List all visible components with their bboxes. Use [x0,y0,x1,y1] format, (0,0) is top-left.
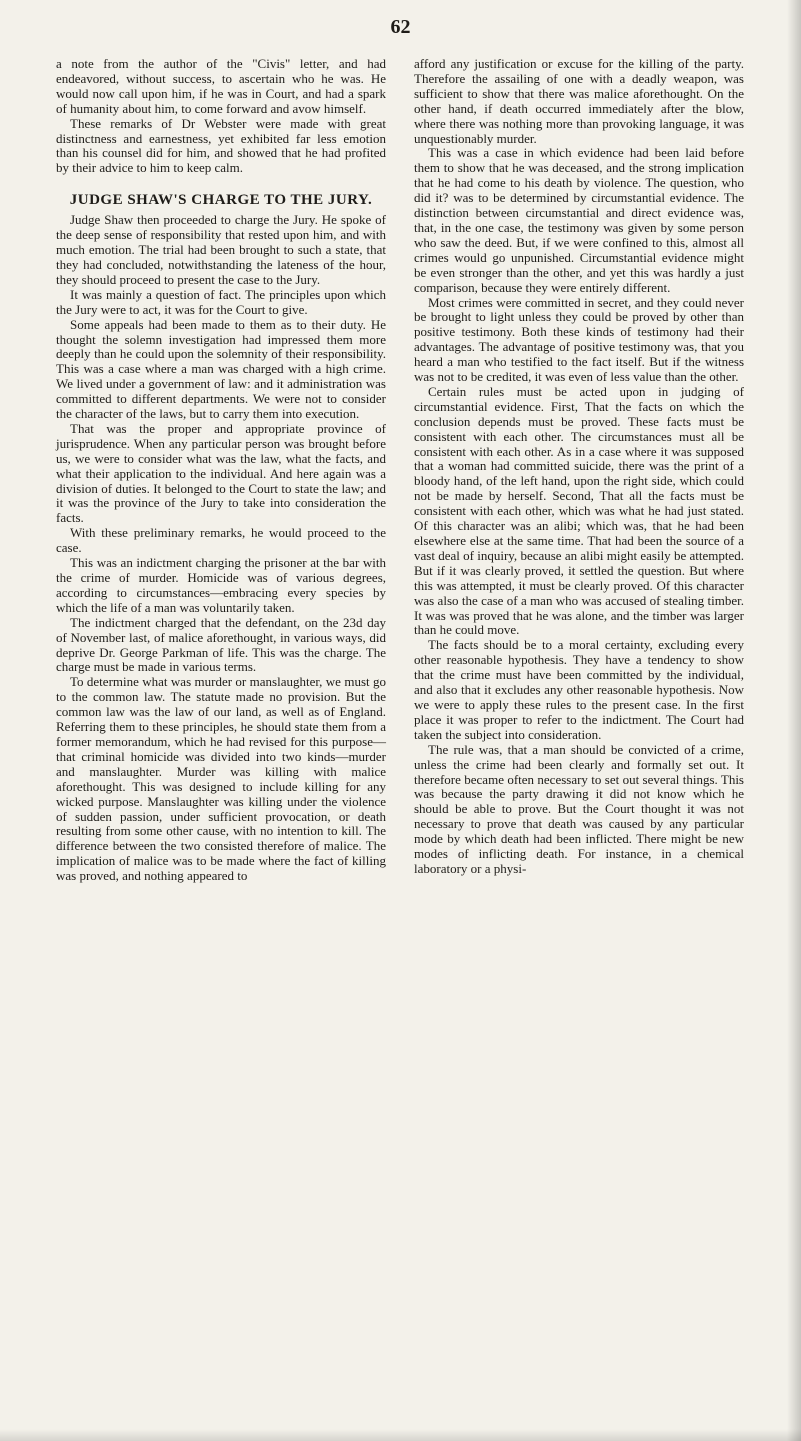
paragraph: To determine what was murder or manslaughter, we must go to the common law. The statute made no provision. But the common law was the law of our land, as well as of England. Referring them to these principles, he should state them from a former memorandum, which he had revised for this purpose—that criminal homicide was divided into two kinds—murder and manslaughter. Murder was killing with malice aforethought. This was designed to include killing for any wicked purpose. Manslaughter was killing under the violence of sudden passion, under sufficient provocation, or death resulting from some other cause, with no intention to kill. The difference between the two consisted therefore of malice. The implication of malice was to be made where the fact of killing was proved, and nothing appeared to [56,674,386,884]
paragraph: The facts should be to a moral certainty, excluding every other reasonable hypothesis. They have a tendency to show that the crime must have been committed by the individual, and also that it excludes any other reasonable hypothesis. Now we were to apply these rules to the present case. In the first place it was proper to refer to the indictment. The Court had taken the subject into consideration. [414,637,744,742]
paragraph: a note from the author of the "Civis" letter, and had endeavored, without success, to ascertain who he was. He would now call upon him, if he was in Court, and had a spark of humanity about him, to come forward and avow himself. [56,56,386,116]
paragraph: This was an indictment charging the prisoner at the bar with the crime of murder. Homicide was of various degrees, according to circumstances—embracing every species by which the life of a man was voluntarily taken. [56,555,386,615]
paragraph: With these preliminary remarks, he would proceed to the case. [56,525,386,556]
paragraph: This was a case in which evidence had been laid before them to show that he was deceased, and the strong implication that he had come to his death by violence. The question, who did it? was to be determined by circumstantial evidence. The distinction between circumstantial and direct evidence was, that, in the one case, the testimony was given by some person who saw the deed. But, if we were confined to this, almost all crimes would go unpunished. Circumstantial evidence might be even stronger than the other, and yet this was hardly a just comparison, because they were entirely different. [414,145,744,295]
paragraph: The rule was, that a man should be convicted of a crime, unless the crime had been clearly and formally set out. It therefore became often necessary to set out several things. This was because the party drawing it did not know which he should be able to prove. But the Court thought it was not necessary to prove that death was caused by any particular mode by which death had been inflicted. There might be new modes of inflicting death. For instance, in a chemical laboratory or a physi- [414,741,744,876]
paragraph: Most crimes were committed in secret, and they could never be brought to light unless they could be proved by other than positive testimony. Both these kinds of testimony had their advantages. The advantage of positive testimony was, that you heard a man who testified to the fact itself. But if the witness was not to be credited, it was even of less value than the other. [414,294,744,385]
page-bottom-shadow [0,1429,801,1441]
paragraph: The indictment charged that the defendant, on the 23d day of November last, of malice aforethought, in various ways, did deprive Dr. George Parkman of life. This was the charge. The charge must be made in various terms. [56,614,386,675]
left-column [56,57,386,884]
paragraph: That was the proper and appropriate province of jurisprudence. When any particular person was brought before us, we were to consider what was the law, what the facts, and what their application to the individual. And here again was a division of duties. It belonged to the Court to state the law; and it was the province of the Jury to take into consideration the facts. [56,420,386,526]
paragraph: These remarks of Dr Webster were made with great distinctness and earnestness, yet exhibited far less emotion than his counsel did for him, and showed that he had profited by their advice to him to keep calm. [56,115,386,176]
section-heading: JUDGE SHAW'S CHARGE TO THE JURY. [69,192,373,209]
paragraph: Some appeals had been made to them as to their duty. He thought the solemn investigation had impressed them more deeply than he could upon the solemnity of their responsibility. This was a case where a man was charged with a high crime. We lived under a government of law: and it administration was committed to different departments. We were not to consider the character of the laws, but to carry them into execution. [56,316,386,422]
paragraph: It was mainly a question of fact. The principles upon which the Jury were to act, it was for the Court to give. [56,286,386,317]
page-edge-shadow [787,0,801,1441]
paragraph: Judge Shaw then proceeded to charge the Jury. He spoke of the deep sense of responsibility that rested upon him, and with much emotion. The trial had been brought to such a state, that they had concluded, notwithstanding the lateness of the hour, they should proceed to present the case to the Jury. [56,212,386,287]
right-column [414,57,744,877]
paragraph: afford any justification or excuse for the killing of the party. Therefore the assailing of one with a deadly weapon, was sufficient to show that there was malice aforethought. On the other hand, if death occurred immediately after the blow, where there was nothing more than provoking language, it was unquestionably murder. [414,56,744,146]
page-number: 62 [390,16,411,38]
paragraph: Certain rules must be acted upon in judging of circumstantial evidence. First, That the facts on which the conclusion depends must be proved. These facts must be consistent with each other. The circumstances must all be consistent with each other. As in a case where it was supposed that a woman had committed suicide, there was the print of a bloody hand, of the left hand, upon the right side, which could not be made by herself. Second, That all the facts must be consistent with each other, which was what he had just stated. Of this character was an alibi; which was, that he had been elsewhere else at the same time. That had been the source of a vast deal of inquiry, because an alibi might easily be attempted. But if it was clearly proved, it settled the question. But where this was attempted, it must be clearly proved. Of this character was also the case of a man who was accused of stealing timber. It was was proved that he was alone, and the timber was larger than he could move. [414,383,744,638]
